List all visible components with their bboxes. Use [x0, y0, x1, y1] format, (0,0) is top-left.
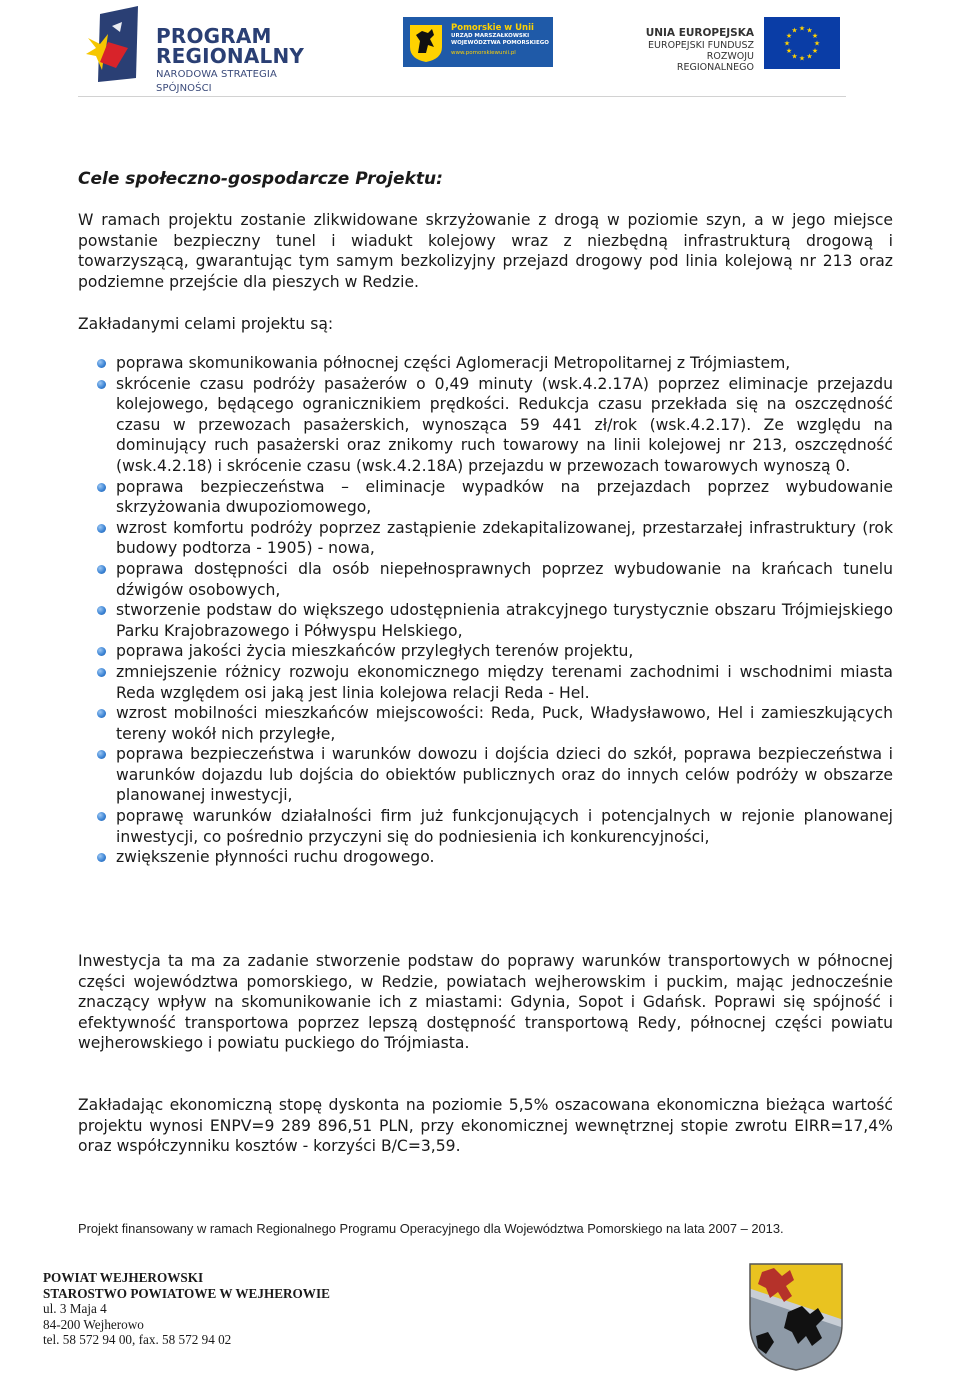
eu-star-icon: ★ — [806, 52, 813, 61]
economic-paragraph: Zakładając ekonomiczną stopę dyskonta na poziomie 5,5% oszacowana ekonomiczna bieżąca wartość projektu wynosi ENPV=9 289 896,51 PLN, przy ekonomicznej wewnętrznej stopie zwrotu EIRR=17,4% oraz współczynniku kosztów - korzyści B/C=3,59. — [78, 1096, 893, 1156]
list-item — [97, 353, 893, 374]
eu-logo-line1: UNIA EUROPEJSKA — [645, 27, 754, 39]
eu-star-icon: ★ — [811, 47, 819, 55]
list-item — [97, 662, 893, 703]
goal-text: poprawa dostępności dla osób niepełnosprawnych poprzez wybudowanie na krańcach tunelu dźwigów osobowych, — [116, 559, 893, 599]
goal-text: stworzenie podstaw do większego udostępnienia atrakcyjnego turystycznie obszaru Trójmiejskiego Parku Krajobrazowego i Półwyspu Helskiego, — [116, 601, 893, 640]
program-regionalny-logo — [86, 4, 331, 94]
pomorskie-logo-line3: WOJEWÓDZTWA POMORSKIEGO — [451, 40, 549, 46]
goal-text: poprawa bezpieczeństwa – eliminacje wypadków na przejazdach poprzez wybudowanie skrzyżowania dwupoziomowego, — [116, 477, 893, 517]
pomorskie-logo-line2: URZĄD MARSZAŁKOWSKI — [451, 33, 530, 39]
address-block — [43, 1270, 330, 1348]
bullet-icon — [97, 359, 106, 368]
address-office: STAROSTWO POWIATOWE W WEJHEROWIE — [43, 1285, 330, 1301]
eu-logo — [628, 17, 843, 73]
program-logo-line2: REGIONALNY — [156, 44, 305, 68]
page-header — [78, 0, 846, 97]
bullet-icon — [97, 668, 106, 677]
bullet-icon — [97, 380, 106, 389]
eu-star-icon: ★ — [798, 24, 806, 33]
list-item — [97, 847, 893, 868]
eu-star-icon: ★ — [785, 32, 793, 40]
goal-text: poprawę warunków działalności firm już funkcjonujących i potencjalnych w rejonie planowanej inwestycji, co pośrednio przyczyni się do podniesienia ich konkurencyjności, — [116, 807, 893, 846]
goal-text: poprawa skomunikowania północnej części Aglomeracji Metropolitarnej z Trójmiastem, — [116, 354, 791, 372]
eu-star-icon: ★ — [813, 39, 821, 48]
list-item — [97, 518, 893, 559]
eu-star-icon: ★ — [798, 54, 806, 63]
list-item — [97, 806, 893, 847]
eu-star-icon: ★ — [791, 52, 798, 61]
eu-star-icon: ★ — [806, 26, 813, 35]
bullet-icon — [97, 812, 106, 821]
coat-of-arms-icon — [748, 1262, 844, 1372]
eu-star-icon: ★ — [811, 32, 819, 40]
section-heading: Cele społeczno-gospodarcze Projektu: — [78, 169, 443, 189]
list-item — [97, 744, 893, 806]
eu-logo-line3: ROZWOJU REGIONALNEGO — [676, 51, 754, 73]
bullet-icon — [97, 709, 106, 718]
eu-star-icon: ★ — [783, 39, 791, 48]
investment-paragraph: Inwestycja ta ma za zadanie stworzenie podstaw do poprawy warunków transportowych w północnej części województwa pomorskiego, w Redzie, powiatach wejherowskim i puckim, mając jednocześnie znaczący wpływ na skomunikowanie ich z miastami: Gdynia, Sopot i Gdańsk. Poprawi się spójność i efektywność transportowa poprzez lepszą dostępność transportową Redy, północnej części powiatu wejherowskiego i powiatu puckiego do Trójmiasta. — [78, 952, 893, 1053]
goal-text: zmniejszenie różnicy rozwoju ekonomicznego między terenami zachodnimi i wschodnimi miasta Reda względem osi jaką jest linia kolejowa relacji Reda - Hel. — [116, 662, 893, 702]
pomorskie-w-unii-logo — [403, 17, 553, 67]
pomorskie-logo-line1: Pomorskie w Unii — [451, 23, 534, 33]
intro-paragraph: W ramach projektu zostanie zlikwidowane skrzyżowanie z drogą w poziomie szyn, a w jego miejsce powstanie bezpieczny tunel i wiadukt kolejowy wraz z niezbędną infrastrukturą drogową i towarzyszącą, gwarantując tym samym bezkolizyjny przejazd drogowy pod linia kolejową nr 213 oraz podziemne przejście dla pieszych w Redzie. — [78, 211, 893, 291]
bullet-icon — [97, 524, 106, 533]
bullet-icon — [97, 750, 106, 759]
address-city: 84-200 Wejherowo — [43, 1316, 144, 1332]
goal-text: wzrost mobilności mieszkańców miejscowości: Reda, Puck, Władysławowo, Hel i zamieszkujących tereny wokół nich przyległe, — [116, 704, 893, 743]
goal-text: zwiększenie płynności ruchu drogowego. — [116, 848, 435, 867]
list-item — [97, 641, 893, 662]
eu-star-icon: ★ — [791, 26, 798, 35]
goal-text: skrócenie czasu podróży pasażerów o 0,49 minuty (wsk.4.2.17A) poprzez eliminacje przejazdu kolejowego, będącego ogranicznikiem prędkości. Redukcja czasu przekłada się na oszczędność czasu w przewozach pasażerskich, wynosząca 59 441 zł/rok (wsk.4.2.17). Ze względu na dominujący ruch pasażerski oraz znikomy ruch towarowy na linii kolejowej nr 213, oszczędność (wsk.4.2.18) i skrócenie czasu (wsk.4.2.18A) przejazdu w przewozach towarowych wynoszą 0. — [116, 374, 893, 475]
goals-list — [97, 353, 893, 868]
address-county: POWIAT WEJHEROWSKI — [43, 1270, 204, 1285]
eu-logo-line2: EUROPEJSKI FUNDUSZ — [648, 40, 754, 51]
program-regionalny-emblem-icon — [86, 4, 148, 84]
goal-text: poprawa bezpieczeństwa i warunków dowozu i dojścia dzieci do szkół, poprawa bezpieczeństwa i warunków dojazdu lub dojścia do obiektów publicznych oraz do innych celów podróży w obszarze planowanej inwestycji, — [116, 745, 893, 805]
eu-star-icon: ★ — [785, 47, 793, 55]
bullet-icon — [97, 565, 106, 574]
bullet-icon — [97, 853, 106, 862]
program-logo-line1: PROGRAM — [156, 24, 272, 48]
list-item — [97, 703, 893, 744]
program-logo-line3: NARODOWA STRATEGIA SPÓJNOŚCI — [156, 69, 277, 94]
pomorskie-logo-url: www.pomorskiewunii.pl — [451, 50, 516, 56]
funding-footnote: Projekt finansowany w ramach Regionalnego Programu Operacyjnego dla Województwa Pomorskiego na lata 2007 – 2013. — [78, 1221, 784, 1236]
goals-label: Zakładanymi celami projektu są: — [78, 315, 334, 333]
bullet-icon — [97, 647, 106, 656]
address-street: ul. 3 Maja 4 — [43, 1301, 107, 1316]
list-item — [97, 559, 893, 600]
list-item — [97, 600, 893, 641]
goal-text: wzrost komfortu podróży poprzez zastąpienie zdekapitalizowanej, przestarzałej infrastruktury (rok budowy podtorza - 1905) - nowa, — [116, 518, 893, 558]
address-phone: tel. 58 572 94 00, fax. 58 572 94 02 — [43, 1332, 232, 1347]
eu-flag-icon — [764, 17, 840, 69]
goal-text: poprawa jakości życia mieszkańców przyległych terenów projektu, — [116, 642, 634, 661]
list-item — [97, 374, 893, 477]
bullet-icon — [97, 606, 106, 615]
bullet-icon — [97, 483, 106, 492]
griffin-icon — [406, 21, 446, 63]
list-item — [97, 477, 893, 518]
